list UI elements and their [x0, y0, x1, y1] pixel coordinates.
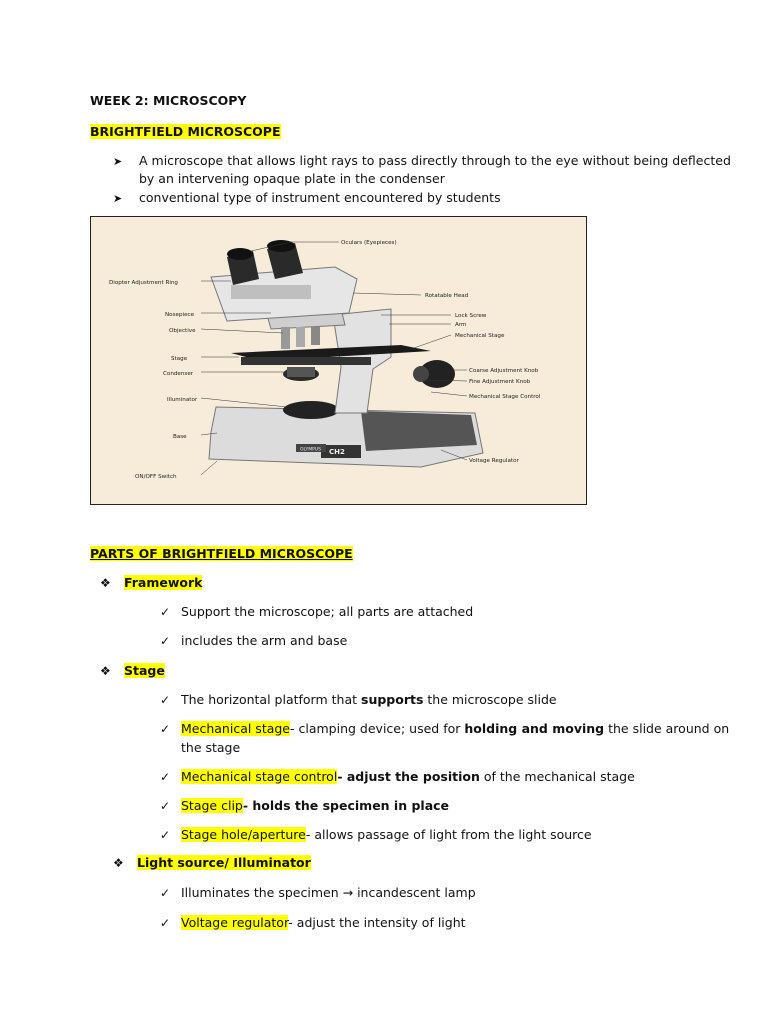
check-icon: ✓ [160, 886, 171, 900]
fine-knob [413, 366, 429, 382]
objective-3 [311, 327, 320, 345]
label-stage: Stage [171, 356, 188, 362]
head-band [231, 285, 311, 299]
check-icon: ✓ [160, 693, 171, 707]
label-voltage-regulator: Voltage Regulator [469, 458, 519, 464]
stage-item: ✓ Stage hole/aperture- allows passage of light from the light source [160, 827, 592, 842]
check-icon: ✓ [160, 916, 171, 930]
part-heading-light-source: ❖ Light source/ Illuminator [113, 855, 311, 870]
framework-item: ✓ Support the microscope; all parts are attached [160, 604, 474, 619]
stage-item: ✓ The horizontal platform that supports the microscope slide [160, 692, 557, 707]
part-heading-stage: ❖ Stage [100, 663, 165, 678]
diamond-bullet-icon: ❖ [100, 576, 111, 590]
label-base: Base [173, 434, 187, 440]
microscope-illustration [91, 217, 586, 504]
stage-edge [241, 357, 371, 365]
label-rotatable-head: Rotatable Head [425, 293, 469, 299]
label-oculars: Oculars (Eyepieces) [341, 240, 397, 246]
arrow-bullet-icon: ➤ [113, 192, 123, 205]
label-fine-knob: Fine Adjustment Knob [469, 379, 531, 385]
check-icon: ✓ [160, 770, 171, 784]
light-item: ✓ Voltage regulator- adjust the intensity of light [160, 915, 466, 930]
stage-item: ✓ Mechanical stage control- adjust the position of the mechanical stage [160, 769, 635, 784]
illuminator-lens [283, 401, 339, 419]
stage-item-continuation: the stage [181, 740, 241, 755]
check-icon: ✓ [160, 605, 171, 619]
label-diopter-ring: Diopter Adjustment Ring [109, 280, 178, 286]
label-stage-control: Mechanical Stage Control [469, 394, 541, 400]
label-lock-screw: Lock Screw [455, 313, 487, 319]
label-onoff-switch: ON/OFF Switch [135, 474, 177, 480]
bullet-item-continuation: by an intervening opaque plate in the condenser [139, 171, 445, 186]
eyepiece-left-top [227, 248, 253, 260]
stage-item: ✓ Stage clip- holds the specimen in place [160, 798, 450, 813]
diamond-bullet-icon: ❖ [113, 856, 124, 870]
condenser-body [287, 367, 315, 377]
objective-2 [296, 327, 305, 347]
check-icon: ✓ [160, 799, 171, 813]
check-icon: ✓ [160, 634, 171, 648]
label-nosepiece: Nosepiece [165, 312, 195, 318]
part-heading-framework: ❖ Framework [100, 575, 203, 590]
light-item: ✓ Illuminates the specimen → incandescent lamp [160, 885, 476, 900]
framework-item: ✓ includes the arm and base [160, 633, 348, 648]
section-heading-brightfield: BRIGHTFIELD MICROSCOPE [90, 124, 281, 139]
diamond-bullet-icon: ❖ [100, 664, 111, 678]
stage-item: ✓ Mechanical stage- clamping device; used for holding and moving the slide around on [160, 721, 730, 736]
check-icon: ✓ [160, 722, 171, 736]
check-icon: ✓ [160, 828, 171, 842]
page-title: WEEK 2: MICROSCOPY [90, 93, 247, 108]
bullet-item: ➤ conventional type of instrument encountered by students [113, 190, 501, 205]
model-text: CH2 [329, 448, 345, 456]
label-mechanical-stage: Mechanical Stage [455, 333, 505, 339]
objective-1 [281, 327, 290, 349]
label-illuminator: Illuminator [167, 397, 198, 403]
right-arrow-icon: → [342, 885, 354, 900]
label-condenser: Condenser [163, 371, 194, 377]
base-panel [361, 411, 477, 451]
microscope-diagram [90, 216, 587, 505]
bullet-item: ➤ A microscope that allows light rays to pass directly through to the eye without being deflected [113, 153, 731, 168]
arrow-bullet-icon: ➤ [113, 155, 123, 168]
label-objective: Objective [169, 328, 196, 334]
label-arm: Arm [455, 322, 467, 328]
label-coarse-knob: Coarse Adjustment Knob [469, 368, 539, 374]
section-heading-parts: PARTS OF BRIGHTFIELD MICROSCOPE [90, 546, 353, 561]
brand-text: OLYMPUS [300, 447, 321, 453]
